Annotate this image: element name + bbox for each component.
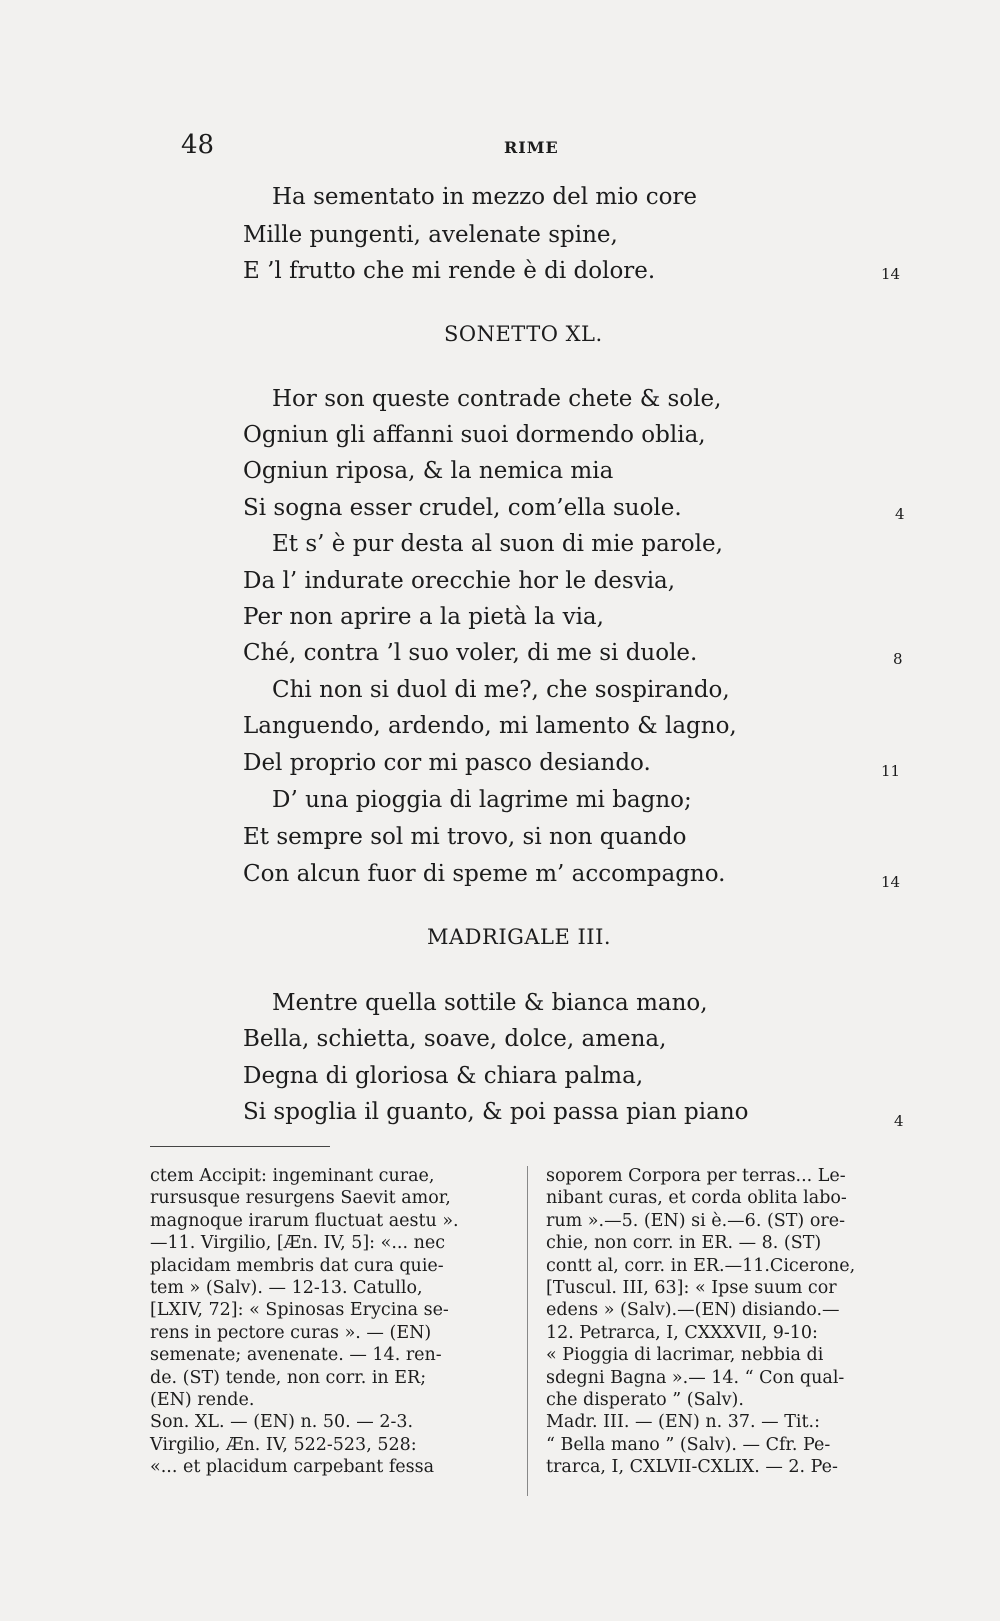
footnote-line: “ Bella mano ” (Salv). — Cfr. Pe-	[546, 1434, 831, 1455]
footnote-line: (EN) rende.	[150, 1389, 255, 1410]
line-number: 4	[894, 1112, 904, 1130]
footnote-line: rum ».—5. (EN) si è.—6. (ST) ore-	[546, 1210, 845, 1231]
footnote-line: [Tuscul. III, 63]: « Ipse suum cor	[546, 1277, 837, 1298]
footnote-line: edens » (Salv).—(EN) disiando.—	[546, 1300, 840, 1321]
verse-line: Languendo, ardendo, mi lamento & lagno,	[243, 713, 737, 739]
verse-line: Ogniun riposa, & la nemica mia	[243, 458, 614, 484]
line-number: 14	[881, 265, 901, 283]
line-number: 14	[881, 873, 901, 891]
footnote-line: placidam membris dat cura quie-	[150, 1255, 444, 1276]
footnote-line: nibant curas, et corda oblita labo-	[546, 1188, 847, 1209]
line-number: 8	[893, 650, 903, 668]
verse-line: Per non aprire a la pietà la via,	[243, 604, 604, 630]
verse-line: Mentre quella sottile & bianca mano,	[272, 990, 708, 1016]
footnote-line: che disperato ” (Salv).	[546, 1389, 744, 1410]
verse-line: Con alcun fuor di speme m’ accompagno.	[243, 861, 726, 887]
footnote-line: rursusque resurgens Saevit amor,	[150, 1188, 451, 1209]
verse-line: Si sogna esser crudel, com’ella suole.	[243, 495, 682, 521]
section-heading: MADRIGALE III.	[427, 925, 612, 949]
footnote-line: trarca, I, CXLVII-CXLIX. — 2. Pe-	[546, 1457, 838, 1478]
footnote-line: Virgilio, Æn. IV, 522-523, 528:	[150, 1434, 417, 1455]
verse-line: Ogniun gli affanni suoi dormendo oblia,	[243, 422, 706, 448]
footnote-line: Madr. III. — (EN) n. 37. — Tit.:	[546, 1412, 820, 1433]
verse-line: Ha sementato in mezzo del mio core	[272, 184, 698, 210]
footnote-line: ctem Accipit: ingeminant curae,	[150, 1166, 435, 1186]
footnote-line: sdegni Bagna ».— 14. “ Con qual-	[546, 1367, 845, 1388]
footnote-line: magnoque irarum fluctuat aestu ».	[150, 1210, 459, 1231]
footnotes-left-column	[150, 1165, 505, 1478]
footnote-line: chie, non corr. in ER. — 8. (ST)	[546, 1233, 822, 1254]
footnote-line: « Pioggia di lacrimar, nebbia di	[546, 1345, 824, 1366]
footnote-line: —11. Virgilio, [Æn. IV, 5]: «... nec	[150, 1233, 446, 1254]
verse-line: Hor son queste contrade chete & sole,	[272, 386, 722, 412]
footnote-rule	[150, 1146, 330, 1147]
verse-line: D’ una pioggia di lagrime mi bagno;	[272, 787, 692, 813]
verse-line: Chi non si duol di me?, che sospirando,	[272, 677, 730, 703]
footnote-line: Son. XL. — (EN) n. 50. — 2-3.	[150, 1412, 414, 1433]
line-number: 4	[895, 505, 905, 523]
column-divider	[527, 1166, 528, 1496]
page-number: 48	[181, 130, 215, 160]
footnote-line: «... et placidum carpebant fessa	[150, 1457, 435, 1478]
verse-line: Et s’ è pur desta al suon di mie parole,	[272, 531, 723, 557]
footnote-line: rens in pectore curas ». — (EN)	[150, 1322, 432, 1343]
verse-line: Si spoglia il guanto, & poi passa pian piano	[243, 1099, 749, 1125]
line-number: 11	[881, 762, 901, 780]
verse-line: Da l’ indurate orecchie hor le desvia,	[243, 568, 676, 594]
footnote-line: [LXIV, 72]: « Spinosas Erycina se-	[150, 1300, 449, 1321]
footnotes-right-column	[546, 1165, 901, 1478]
footnote-line: contt al, corr. in ER.—11.Cicerone,	[546, 1255, 856, 1276]
verse-line: Bella, schietta, soave, dolce, amena,	[243, 1026, 667, 1052]
running-head: RIME	[504, 138, 559, 157]
verse-line: Degna di gloriosa & chiara palma,	[243, 1063, 644, 1089]
verse-line: Ché, contra ’l suo voler, di me si duole.	[243, 640, 698, 666]
footnote-line: tem » (Salv). — 12-13. Catullo,	[150, 1277, 423, 1298]
footnote-line: semenate; avenenate. — 14. ren-	[150, 1345, 442, 1366]
verse-line: Del proprio cor mi pasco desiando.	[243, 750, 651, 776]
verse-line: Et sempre sol mi trovo, si non quando	[243, 824, 687, 850]
verse-line: Mille pungenti, avelenate spine,	[243, 222, 618, 248]
section-heading: SONETTO XL.	[444, 322, 603, 346]
footnote-line: de. (ST) tende, non corr. in ER;	[150, 1367, 427, 1388]
footnote-line: soporem Corpora per terras... Le-	[546, 1166, 846, 1186]
verse-line: E ’l frutto che mi rende è di dolore.	[243, 258, 656, 284]
footnote-line: 12. Petrarca, I, CXXXVII, 9-10:	[546, 1322, 818, 1343]
